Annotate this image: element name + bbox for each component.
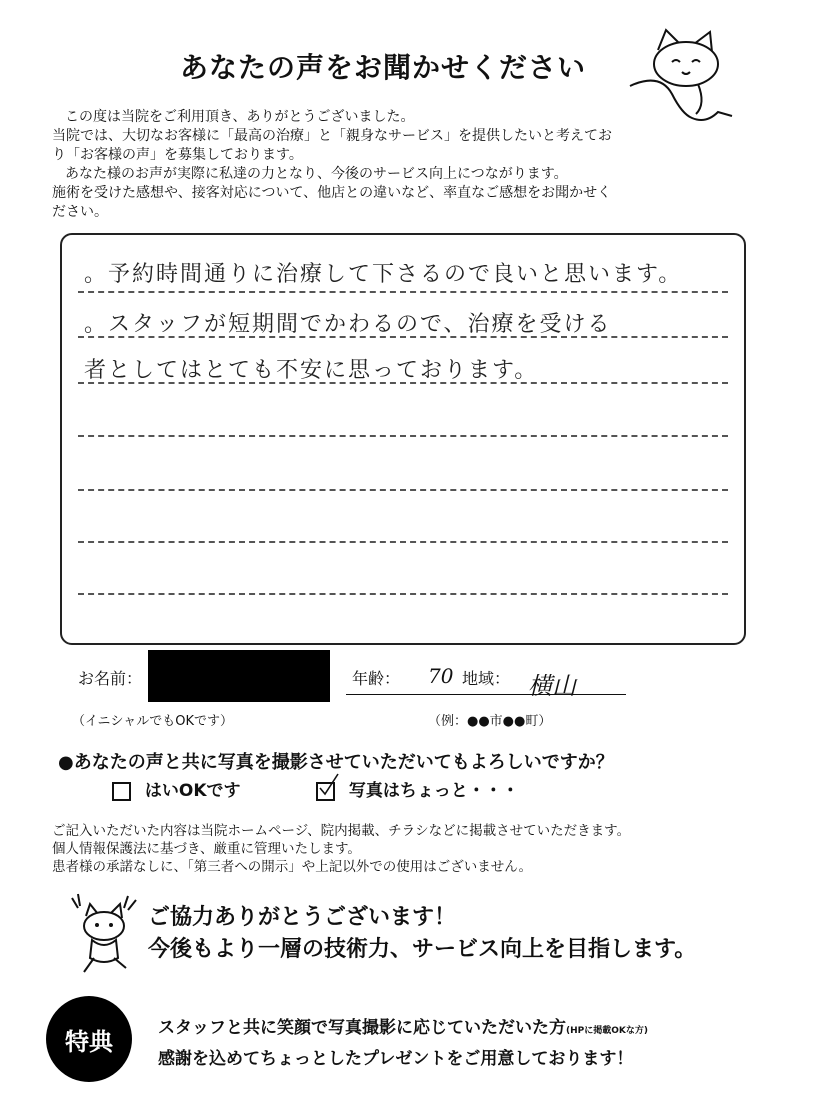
handwritten-comment: 。予約時間通りに治療して下さるので良いと思います。 <box>84 262 683 287</box>
intro-line: 当院では、大切なお客様に「最高の治療」と「親身なサービス」を提供したいと考えてお <box>52 128 612 144</box>
redacted-name <box>148 650 330 702</box>
handwritten-comment: 。スタッフが短期間でかわるので、治療を受ける <box>84 312 612 337</box>
writing-line <box>78 291 728 293</box>
form-underline <box>346 694 626 695</box>
privacy-notice <box>52 822 772 876</box>
thanks-line: 今後もより一層の技術力、サービス向上を目指します。 <box>148 937 697 962</box>
checked-checkbox-icon[interactable] <box>316 782 335 801</box>
intro-line: り「お客様の声」を募集しております。 <box>52 147 303 163</box>
photo-option-yes[interactable] <box>112 776 241 801</box>
intro-line: この度は当院をご利用頂き、ありがとうございました。 <box>65 109 415 125</box>
photo-option-no[interactable] <box>316 776 519 801</box>
intro-line: 施術を受けた感想や、接客対応について、他店との違いなど、率直なご感想をお聞かせく <box>52 185 612 201</box>
bonus-line: スタッフと共に笑顔で写真撮影に応じていただいた方 <box>158 1018 566 1038</box>
thanks-line: ご協力ありがとうございます！ <box>148 905 457 930</box>
photo-question: ●あなたの声と共に写真を撮影させていただいてもよろしいですか？ <box>58 752 614 773</box>
bonus-note: (HPに掲載OKな方) <box>566 1026 648 1036</box>
writing-line <box>78 593 728 595</box>
intro-line: あなた様のお声が実際に私達の力となり、今後のサービス向上につながります。 <box>65 166 568 182</box>
writing-line <box>78 541 728 543</box>
region-hint: （例：●●市●●町） <box>428 714 552 729</box>
notice-line: ご記入いただいた内容は当院ホームページ、院内掲載、チラシなどに掲載させていただきます。 <box>52 823 631 839</box>
page-title: あなたの声をお聞かせください <box>180 51 587 84</box>
intro-text <box>52 108 752 222</box>
option-label: 写真はちょっと・・・ <box>348 781 519 801</box>
checkbox-icon[interactable] <box>112 782 131 801</box>
name-label: お名前： <box>78 669 143 688</box>
region-value: 横山 <box>528 672 576 700</box>
notice-line: 個人情報保護法に基づき、厳重に管理いたします。 <box>52 841 361 857</box>
notice-line: 患者様の承諾なしに、「第三者への開示」や上記以外での使用はございません。 <box>52 859 533 875</box>
writing-line <box>78 435 728 437</box>
region-label: 地域： <box>462 669 511 688</box>
name-hint: （イニシャルでもOKです） <box>72 714 233 729</box>
option-label: はいOKです <box>144 781 241 801</box>
bonus-badge: 特典 <box>46 996 132 1082</box>
intro-line: ださい。 <box>52 204 108 220</box>
handwritten-comment: 者としてはとても不安に思っております。 <box>84 358 539 383</box>
writing-line <box>78 489 728 491</box>
age-label: 年齢： <box>352 669 401 688</box>
cheering-cat-icon <box>66 892 142 976</box>
bonus-line: 感謝を込めてちょっとしたプレゼントをご用意しております！ <box>158 1049 634 1069</box>
thanks-message <box>148 902 696 966</box>
comment-box <box>60 233 746 645</box>
bonus-text <box>158 1014 648 1073</box>
age-value: 70 <box>428 664 454 688</box>
